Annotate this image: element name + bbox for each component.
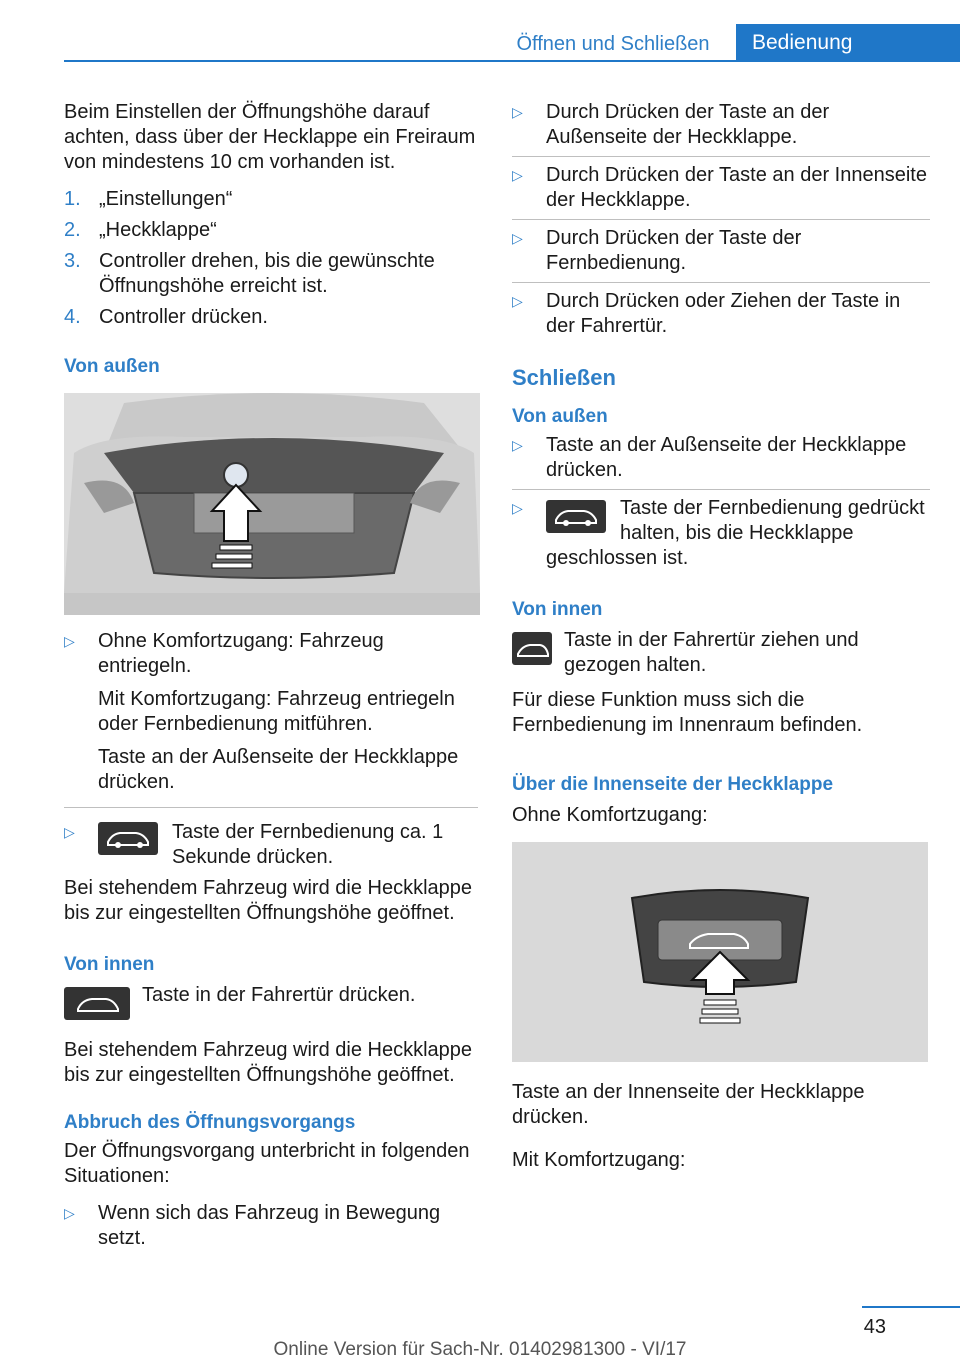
step-number: 2.: [64, 219, 81, 241]
heading-close: Schließen: [512, 365, 616, 390]
inside-text: Taste in der Fahrertür drücken.: [142, 984, 416, 1006]
step-text: „Einstellungen“: [99, 188, 233, 210]
tailgate-outside-illustration: [64, 393, 480, 615]
remote-tailgate-button-icon: [546, 500, 606, 533]
triangle-bullet-icon: ▷: [64, 633, 75, 649]
step-number: 1.: [64, 188, 81, 210]
right-column: [512, 100, 930, 1173]
list-item: [512, 433, 930, 490]
inner-press-text: Taste an der Innenseite der Heckklappe drücken.: [512, 1081, 865, 1128]
step-item: [64, 187, 478, 212]
intro-paragraph: Beim Einstellen der Öffnungshöhe darauf achten, dass über der Hecklappe ein Freiraum von mindestens 10 cm vorhanden ist.: [64, 101, 476, 173]
bullet-text: Durch Drücken oder Ziehen der Taste in der Fahrertür.: [546, 290, 901, 337]
step-item: [64, 305, 478, 330]
bullet-text: Taste an der Außenseite der Heckklappe drücken.: [98, 746, 459, 793]
list-item: [64, 1201, 478, 1251]
step-number: 3.: [64, 250, 81, 272]
inside-text: Taste in der Fahrertür ziehen und gezogen halten.: [564, 629, 859, 676]
no-comfort-label: Ohne Komfortzugang:: [512, 804, 708, 826]
heading-inner-side: Über die Innenseite der Heckklappe: [512, 774, 834, 795]
bullet-text: Durch Drücken der Taste an der Innenseite der Heckklappe.: [546, 164, 927, 211]
abort-list-continued: [512, 100, 930, 339]
triangle-bullet-icon: ▷: [512, 167, 523, 183]
paragraph: Bei stehendem Fahrzeug wird die Heckklappe bis zur eingestellten Öffnungshöhe geöffnet.: [64, 1039, 472, 1086]
bullet-text: Taste der Fernbedienung ca. 1 Sekunde drücken.: [172, 821, 444, 868]
list-item: [64, 629, 478, 808]
list-item: [512, 163, 930, 220]
step-text: Controller drehen, bis die gewünschte Öffnungshöhe erreicht ist.: [99, 250, 435, 297]
heading-abort: Abbruch des Öffnungsvorgangs: [64, 1112, 356, 1133]
remote-note: Für diese Funktion muss sich die Fernbedienung im Innenraum befinden.: [512, 689, 863, 736]
bullet-text: Wenn sich das Fahrzeug in Bewegung setzt.: [98, 1202, 441, 1249]
door-tailgate-button-icon: [512, 632, 552, 665]
bullet-text: Mit Komfortzugang: Fahrzeug entriegeln oder Fernbedienung mitführen.: [98, 688, 455, 735]
triangle-bullet-icon: ▷: [512, 104, 523, 120]
step-text: „Heckklappe“: [99, 219, 217, 241]
outside-bullets: [64, 629, 478, 870]
triangle-bullet-icon: ▷: [64, 1205, 75, 1221]
step-number: 4.: [64, 306, 81, 328]
step-text: Controller drücken.: [99, 306, 268, 328]
paragraph: Bei stehendem Fahrzeug wird die Heckklappe bis zur eingestellten Öffnungshöhe geöffnet.: [64, 877, 472, 924]
abort-paragraph: Der Öffnungsvorgang unterbricht in folgenden Situationen:: [64, 1140, 470, 1187]
close-bullets: [512, 433, 930, 571]
heading-outside: Von außen: [64, 356, 160, 377]
step-item: [64, 218, 478, 243]
triangle-bullet-icon: ▷: [512, 437, 523, 453]
list-item: [512, 289, 930, 339]
close-inside-instruction: [512, 628, 930, 678]
bullet-text: Ohne Komfortzugang: Fahrzeug entriegeln.: [98, 630, 384, 677]
step-item: [64, 249, 478, 299]
car-rear-drawing: [64, 393, 480, 615]
footer-online-version: [0, 1339, 960, 1361]
inner-tailgate-button-illustration: [512, 842, 928, 1062]
triangle-bullet-icon: ▷: [512, 293, 523, 309]
abort-list: [64, 1201, 478, 1251]
list-item: [512, 226, 930, 283]
left-column: [64, 100, 478, 1251]
triangle-bullet-icon: ▷: [64, 824, 75, 840]
bullet-text: Durch Drücken der Taste der Fernbedienung.: [546, 227, 802, 274]
bullet-text: Taste der Fernbedienung gedrückt halten, bis die Heckklappe geschlossen ist.: [546, 497, 925, 569]
with-comfort-label: Mit Komfortzugang:: [512, 1149, 686, 1171]
header-section-title: Öffnen und Schließen: [516, 32, 710, 55]
triangle-bullet-icon: ▷: [512, 230, 523, 246]
steps-list: [64, 187, 478, 330]
triangle-bullet-icon: ▷: [512, 500, 523, 516]
heading-close-inside: Von innen: [512, 599, 603, 620]
footer-rule: [862, 1306, 960, 1308]
list-item: [64, 808, 478, 870]
header-rule: [64, 60, 960, 62]
heading-close-outside: Von außen: [512, 406, 608, 427]
inner-button-drawing: [512, 842, 928, 1062]
heading-inside: Von innen: [64, 954, 155, 975]
header-chapter-tab: Bedienung: [736, 24, 960, 62]
page-number: 43: [863, 1316, 886, 1338]
remote-tailgate-button-icon: [98, 822, 158, 855]
footer-online-text: Online Version für Sach-Nr. 01402981300 - VI/17: [273, 1339, 687, 1360]
inside-instruction: [64, 983, 478, 1024]
list-item: [512, 496, 930, 571]
bullet-text: Durch Drücken der Taste an der Außenseite der Heckklappe.: [546, 101, 830, 148]
door-tailgate-button-icon: [64, 987, 130, 1020]
list-item: [512, 100, 930, 157]
bullet-text: Taste an der Außenseite der Heckklappe drücken.: [546, 434, 907, 481]
